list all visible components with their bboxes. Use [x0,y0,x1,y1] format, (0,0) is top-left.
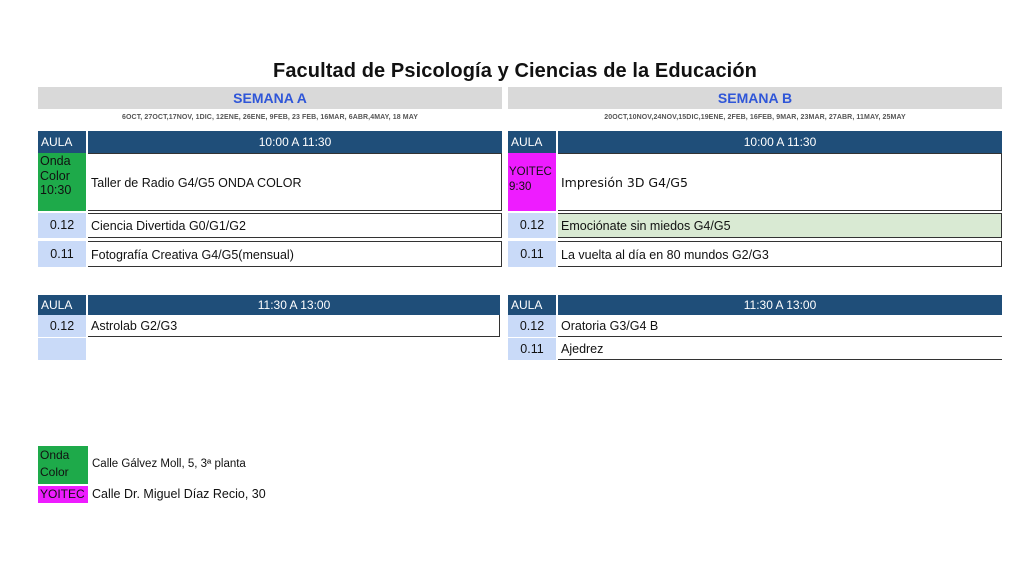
table-row [38,315,500,337]
aula-label: AULA [508,295,556,315]
legend-swatch-onda-color: Onda Color [38,446,88,484]
table-row [508,241,1002,267]
activity-cell: La vuelta al día en 80 mundos G2/G3 [558,241,1002,267]
room-cell: Onda Color 10:30 [38,153,86,211]
aula-label: AULA [508,131,556,153]
activity-cell: Fotografía Creativa G4/G5(mensual) [88,241,502,267]
activity-cell: Ajedrez [558,338,1002,360]
time-slot: 11:30 A 13:00 [88,295,500,315]
semana-a-block2-header [38,295,500,315]
room-cell: 0.11 [508,338,556,360]
table-row [38,153,502,211]
semana-b-header: SEMANA B [508,87,1002,109]
time-slot: 10:00 A 11:30 [88,131,502,153]
activity-cell: Astrolab G2/G3 [88,315,500,337]
room-cell: 0.11 [38,241,86,267]
room-cell: 0.12 [508,213,556,238]
activity-cell: Taller de Radio G4/G5 ONDA COLOR [88,153,502,211]
table-row [508,315,1002,337]
semana-b-block2-header [508,295,1002,315]
semana-b-block1-header [508,131,1002,153]
room-cell: 0.11 [508,241,556,267]
activity-cell: Ciencia Divertida G0/G1/G2 [88,213,502,238]
room-cell [38,338,86,360]
activity-cell: Oratoria G3/G4 B [558,315,1002,337]
activity-cell: Emociónate sin miedos G4/G5 [558,213,1002,238]
legend-address-onda-color: Calle Gálvez Moll, 5, 3ª planta [92,458,246,470]
time-slot: 10:00 A 11:30 [558,131,1002,153]
room-cell: 0.12 [38,315,86,337]
table-row [38,241,502,267]
table-row [38,213,502,238]
semana-b-dates: 20OCT,10NOV,24NOV,15DIC,19ENE, 2FEB, 16FEB, 9MAR, 23MAR, 27ABR, 11MAY, 25MAY [604,114,906,121]
table-row [508,338,1002,360]
room-cell: YOITEC 9:30 [508,153,556,211]
room-cell: 0.12 [38,213,86,238]
table-row [508,213,1002,238]
table-row [508,153,1002,211]
page-title: Facultad de Psicología y Ciencias de la Educación [273,60,757,82]
aula-label: AULA [38,295,86,315]
room-cell: 0.12 [508,315,556,337]
activity-cell: Impresión 3D G4/G5 [558,153,1002,211]
legend-swatch-yoitec: YOITEC [38,486,88,503]
semana-a-block1-header [38,131,502,153]
table-row [38,338,500,360]
time-slot: 11:30 A 13:00 [558,295,1002,315]
aula-label: AULA [38,131,86,153]
legend-address-yoitec: Calle Dr. Miguel Díaz Recio, 30 [92,487,266,501]
semana-a-dates: 6OCT, 27OCT,17NOV, 1DIC, 12ENE, 26ENE, 9FEB, 23 FEB, 16MAR, 6ABR,4MAY, 18 MAY [122,114,418,121]
semana-a-header: SEMANA A [38,87,502,109]
